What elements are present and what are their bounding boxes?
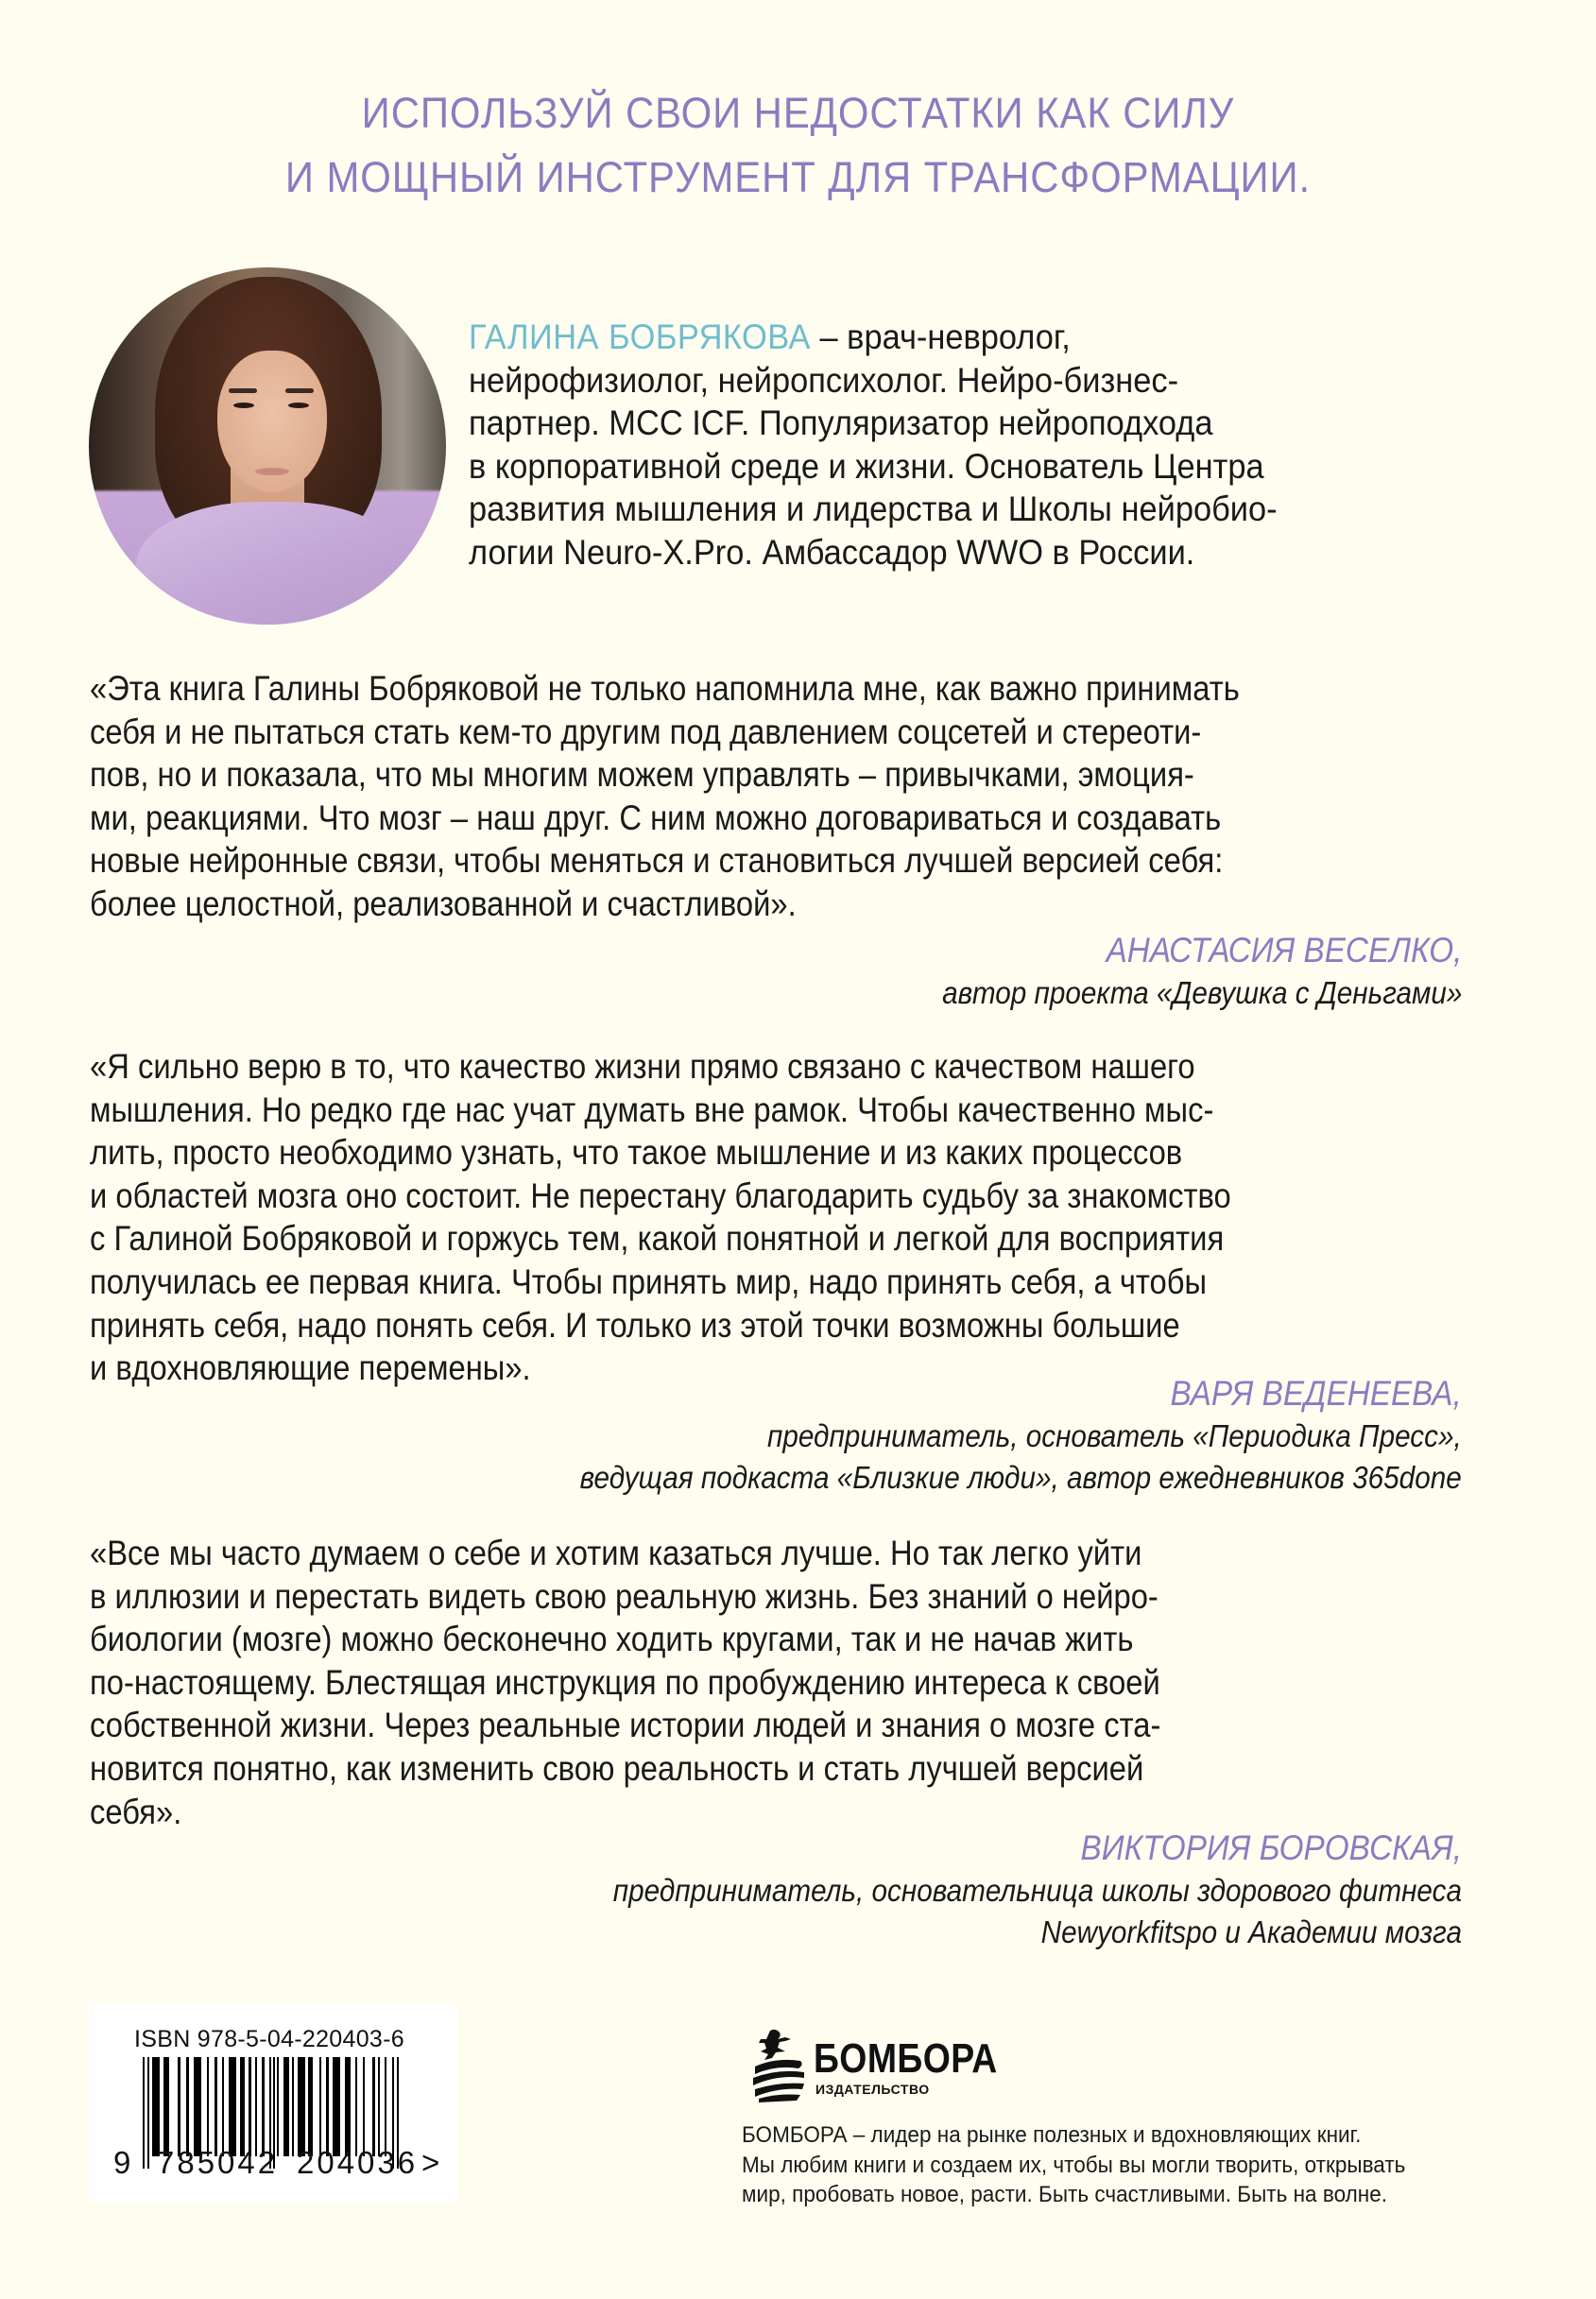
quote-line: и областей мозга оно состоит. Не перестану благодарить судьбу за знакомство [90,1175,1231,1215]
publisher-blurb-line: БОМБОРА – лидер на рынке полезных и вдохновляющих книг. [742,2122,1362,2148]
quote-line: собственной жизни. Через реальные истории людей и знания о мозге ста- [90,1706,1161,1745]
author-bio-line: развития мышления и лидерства и Школы нейробио- [469,489,1278,528]
barcode-bar [207,2057,209,2156]
reviewer-role: ведущая подкаста «Близкие люди», автор ежедневников 365done [579,1460,1462,1495]
barcode-bar [292,2057,294,2156]
headline-line: ИСПОЛЬЗУЙ СВОИ НЕДОСТАТКИ КАК СИЛУ [361,89,1235,137]
publisher-blurb-line: Мы любим книги и создаем их, чтобы вы могли творить, открывать [742,2152,1406,2178]
author-portrait [89,267,446,625]
cover-headline [56,81,1540,210]
publisher-blurb-line: мир, пробовать новое, расти. Быть счастливыми. Быть на волне. [742,2182,1388,2207]
barcode-bar [326,2057,329,2156]
barcode-bar [298,2057,305,2156]
quote-line: «Все мы часто думаем о себе и хотим казаться лучше. Но так легко уйти [90,1534,1142,1572]
barcode-bar [385,2057,386,2156]
barcode-bar [186,2057,189,2156]
publisher-blurb [742,2120,1405,2210]
quote-line: и вдохновляющие перемены». [90,1348,531,1388]
portrait-eye [288,403,309,408]
isbn-digits-right: 204036 [297,2145,419,2180]
barcode-bar [222,2057,224,2156]
barcode-bar [143,2057,145,2169]
reviewer-name: АНАСТАСИЯ ВЕСЕЛКО, [1106,931,1462,969]
review-quote [90,1532,1386,1833]
quote-line: себя». [90,1792,182,1831]
barcode-bar [308,2057,313,2156]
barcode-icon [143,2057,428,2156]
barcode-bar [277,2057,279,2156]
quote-line: мышления. Но редко где нас учат думать вне рамок. Чтобы качественно мыс- [90,1089,1214,1129]
quote-line: получилась ее первая книга. Чтобы принять мир, надо принять себя, а чтобы [90,1261,1208,1301]
quote-attribution [613,1827,1462,1953]
barcode-bar [240,2057,245,2156]
quote-line: биологии (мозге) можно бесконечно ходить кругами, так и не начав жить [90,1620,1134,1659]
headline-line: И МОЩНЫЙ ИНСТРУМЕНТ ДЛЯ ТРАНСФОРМАЦИИ. [284,153,1312,201]
isbn-label: ISBN 978-5-04-220403-6 [134,2026,404,2052]
quote-line: с Галиной Бобряковой и горжусь тем, какой понятной и легкой для восприятия [90,1219,1225,1259]
barcode-bar [363,2057,365,2156]
quote-line: пов, но и показала, что мы многим можем управлять – привычками, эмоция- [90,755,1194,795]
barcode-bar [249,2057,251,2156]
reviewer-name: ВАРЯ ВЕДЕНЕЕВА, [1170,1374,1462,1413]
portrait-lips [255,468,289,475]
author-bio [469,316,1400,574]
barcode-bar [178,2057,180,2156]
quote-line: лить, просто необходимо узнать, что такое мышление и из каких процессов [90,1133,1183,1173]
barcode-bar [372,2057,375,2156]
quote-line: «Эта книга Галины Бобряковой не только напомнила мне, как важно принимать [90,669,1240,708]
quote-line: себя и не пытаться стать кем-то другим под давлением соцсетей и стереоти- [90,712,1202,751]
publisher-name: БОМБОРА [814,2035,998,2082]
author-bio-text: – врач-невролог, [810,317,1071,356]
barcode-bar [194,2057,201,2156]
publisher-logo [751,2027,1016,2102]
quote-line: «Я сильно верю в то, что качество жизни прямо связано с качеством нашего [90,1047,1195,1086]
reviewer-role: Newyorkfitspo и Академии мозга [1040,1914,1462,1949]
review-quote [90,1045,1386,1390]
barcode-bar [283,2057,289,2156]
reviewer-name: ВИКТОРИЯ БОРОВСКАЯ, [1080,1828,1462,1867]
reviewer-role: автор проекта «Девушка с Деньгами» [941,975,1462,1010]
barcode-bar [215,2057,217,2156]
quote-line: ми, реакциями. Что мозг – наш друг. С ним можно договариваться и создавать [90,798,1222,837]
author-bio-line: в корпоративной среде и жизни. Основатель Центра [469,446,1264,486]
reviewer-role: предприниматель, основательница школы здорового фитнеса [612,1873,1462,1908]
barcode-bar [262,2057,265,2156]
isbn-digit-first: 9 [113,2145,134,2180]
barcode-bar [255,2057,257,2156]
barcode-bar [355,2057,357,2156]
reviewer-role: предприниматель, основатель «Периодика Пресс», [767,1418,1462,1453]
barcode-bar [229,2057,236,2156]
barcode-bar [147,2057,149,2169]
barcode-bar [345,2057,351,2156]
quote-attribution [580,1372,1462,1499]
author-bio-line: партнер. MCC ICF. Популяризатор нейроподхода [469,403,1213,442]
barcode-bar [163,2057,169,2156]
author-name: ГАЛИНА БОБРЯКОВА [469,317,811,356]
barcode-bar [319,2057,321,2156]
author-bio-line: логии Neuro-X.Pro. Амбассадор WWO в России. [469,532,1195,572]
portrait-eye [233,403,254,408]
author-bio-line [469,316,1400,359]
barcode-bar [378,2057,380,2156]
author-bio-line: нейрофизиолог, нейропсихолог. Нейро-бизнес- [469,360,1179,400]
publisher-subtitle: ИЗДАТЕЛЬСТВО [815,2082,930,2097]
isbn-barcode-block [89,2003,457,2202]
quote-line: в иллюзии и перестать видеть свою реальную жизнь. Без знаний о нейро- [90,1576,1158,1616]
quote-line: новые нейронные связи, чтобы меняться и становиться лучшей версией себя: [90,841,1224,881]
portrait-brow [285,388,314,393]
barcode-bar [333,2057,340,2156]
barcode-bar [152,2057,160,2156]
review-quote [90,667,1386,926]
portrait-jacket [136,502,408,625]
quote-line: новится понятно, как изменить свою реальность и стать лучшей версией [90,1748,1144,1788]
quote-line: более целостной, реализованной и счастливой». [90,884,797,923]
quote-line: по-настоящему. Блестящая инструкция по пробуждению интереса к своей [90,1662,1160,1702]
quote-attribution [942,929,1462,1014]
quote-line: принять себя, надо понять себя. И только из этой точки возможны большие [90,1305,1180,1345]
portrait-brow [229,388,257,393]
isbn-quiet-zone-mark: > [421,2145,443,2180]
isbn-digits-left: 785042 [157,2145,279,2180]
surfer-logo-icon [751,2027,806,2102]
